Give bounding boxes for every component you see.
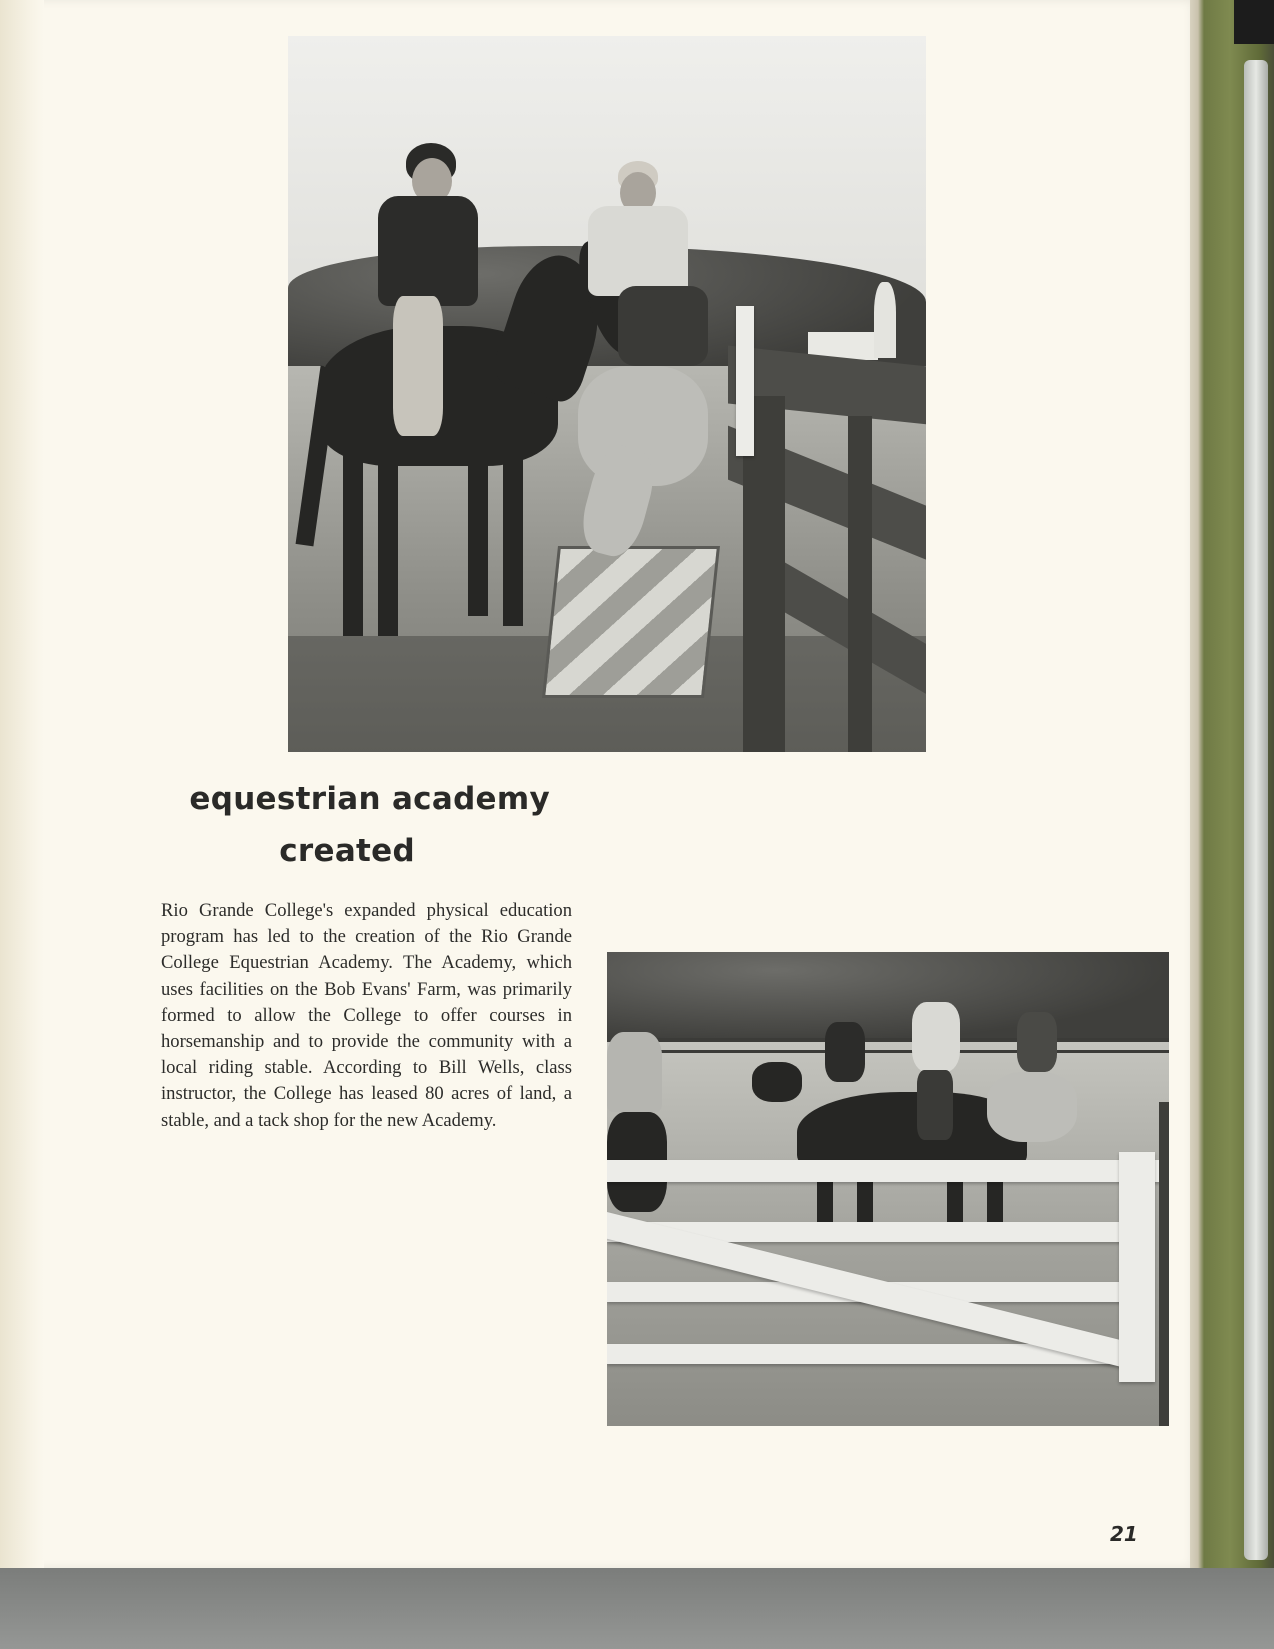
headline-line-1: equestrian academy bbox=[189, 781, 550, 817]
page-number: 21 bbox=[1110, 1522, 1138, 1546]
photo-riders-in-paddock bbox=[607, 952, 1169, 1426]
headline-line-2: created bbox=[279, 833, 415, 869]
page-gutter bbox=[0, 0, 44, 1568]
scan-background bbox=[0, 1568, 1274, 1649]
article-headline bbox=[150, 773, 550, 877]
book-binding bbox=[1190, 0, 1274, 1568]
article-body: Rio Grande College's expanded physical education program has led to the creation of the Rio Grande College Equestrian Academy. The Academy, which uses facilities on the Bob Evans' Farm, was primarily formed to allow the College to offer courses in horsemanship and to provide the community with a local riding stable. According to Bill Wells, class instructor, the College has leased 80 acres of land, a stable, and a tack shop for the new Academy. bbox=[161, 900, 572, 1131]
photo-riders-at-fence bbox=[288, 36, 926, 752]
